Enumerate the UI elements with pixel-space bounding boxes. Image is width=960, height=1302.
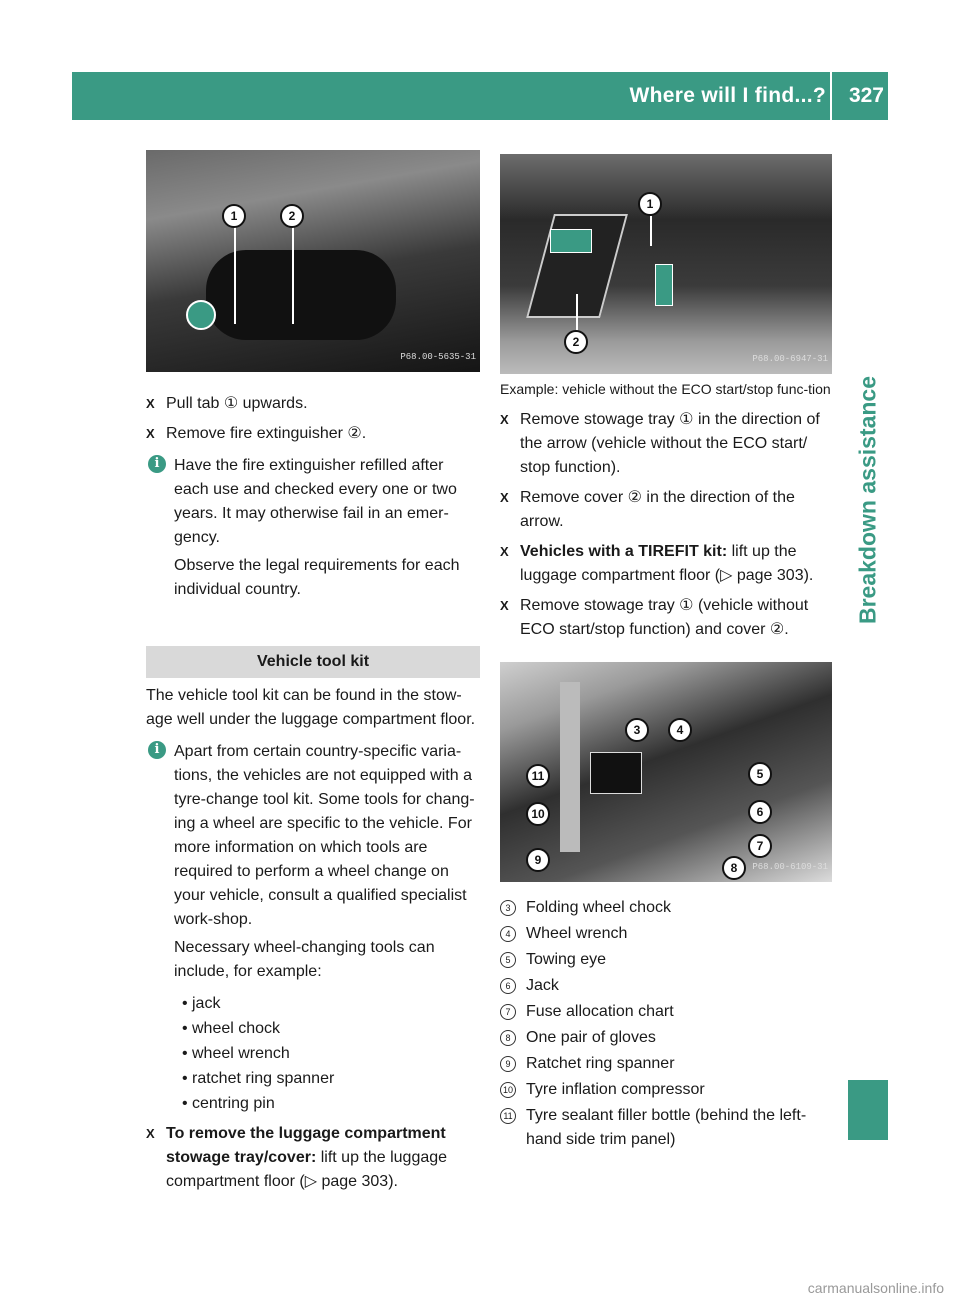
legend-item bbox=[500, 1078, 834, 1102]
step-remove-extinguisher: X Remove fire extinguisher ②. bbox=[146, 422, 480, 446]
legend-text: Tyre sealant filler bottle (behind the left-hand side trim panel) bbox=[526, 1107, 807, 1148]
step-bold: To remove the luggage compartment stowage tray/cover: bbox=[166, 1125, 446, 1166]
list-item: • wheel wrench bbox=[146, 1042, 480, 1066]
info-text-2: Observe the legal requirements for each individual country. bbox=[174, 557, 460, 598]
info-text: Apart from certain country-specific varia-tions, the vehicles are not equipped with a tyre-change tool kit. Some tools for chang-ing a wheel are specific to the vehicle. For more information on which tools are required to perform a wheel change on your vehicle, consult a qualified specialist work-shop. bbox=[174, 743, 475, 928]
legend-number: 10 bbox=[500, 1082, 516, 1098]
legend-text: Jack bbox=[526, 977, 559, 994]
photo-caption: Example: vehicle without the ECO start/stop func-tion bbox=[500, 381, 831, 397]
arrow-icon bbox=[550, 229, 592, 253]
legend-number: 8 bbox=[500, 1030, 516, 1046]
legend-item bbox=[500, 948, 834, 972]
info-icon: i bbox=[148, 741, 166, 759]
arrow-icon bbox=[186, 300, 216, 330]
trim-panel-shape bbox=[560, 682, 580, 852]
legend-number: 6 bbox=[500, 978, 516, 994]
info-note-extinguisher bbox=[146, 454, 480, 602]
legend-number: 4 bbox=[500, 926, 516, 942]
callout-2: 2 bbox=[280, 204, 304, 228]
callout-9: 9 bbox=[526, 848, 550, 872]
step-text: Remove stowage tray ① in the direction of the arrow (vehicle without the ECO start/ stop function). bbox=[520, 411, 820, 476]
compressor-shape bbox=[590, 752, 642, 794]
legend-item bbox=[500, 1052, 834, 1076]
list-item: • jack bbox=[146, 992, 480, 1016]
callout-1: 1 bbox=[222, 204, 246, 228]
callout-5: 5 bbox=[748, 762, 772, 786]
header-separator bbox=[830, 72, 832, 120]
step-text: lift up the luggage compartment floor (▷ page 303). bbox=[166, 1149, 448, 1190]
legend-item bbox=[500, 1104, 834, 1152]
callout-7: 7 bbox=[748, 834, 772, 858]
info-note-tool-kit bbox=[146, 740, 480, 984]
leader-line-2 bbox=[292, 224, 294, 324]
side-tab-label: Breakdown assistance bbox=[854, 375, 881, 625]
info-text: Have the fire extinguisher refilled after each use and checked every one or two years. It may otherwise fail in an emer-gency. bbox=[174, 457, 457, 546]
legend-text: Tyre inflation compressor bbox=[526, 1081, 705, 1098]
callout-1: 1 bbox=[638, 192, 662, 216]
legend-number: 11 bbox=[500, 1108, 516, 1124]
step-remove-stowage-tray bbox=[500, 408, 834, 480]
legend-number: 7 bbox=[500, 1004, 516, 1020]
leader-line-1 bbox=[234, 224, 236, 324]
legend-text: Towing eye bbox=[526, 951, 607, 968]
page-number: 327 bbox=[848, 84, 884, 107]
page-header bbox=[72, 72, 888, 120]
tool-legend bbox=[500, 896, 834, 1152]
step-tirefit bbox=[500, 540, 834, 588]
callout-3: 3 bbox=[625, 718, 649, 742]
callout-6: 6 bbox=[748, 800, 772, 824]
tool-kit-intro: The vehicle tool kit can be found in the stow-age well under the luggage compartment floor. bbox=[146, 687, 476, 728]
callout-8: 8 bbox=[722, 856, 746, 880]
legend-item bbox=[500, 922, 834, 946]
photo-ref: P68.00-6947-31 bbox=[752, 354, 828, 364]
step-bold: Vehicles with a TIREFIT kit: bbox=[520, 543, 728, 560]
photo-ref: P68.00-5635-31 bbox=[400, 352, 476, 362]
legend-number: 5 bbox=[500, 952, 516, 968]
legend-item bbox=[500, 1026, 834, 1050]
photo-ref: P68.00-6109-31 bbox=[752, 862, 828, 872]
legend-text: Folding wheel chock bbox=[526, 899, 671, 916]
section-title: Vehicle tool kit bbox=[146, 646, 480, 678]
info-icon: i bbox=[148, 455, 166, 473]
watermark: carmanualsonline.info bbox=[807, 1280, 944, 1296]
list-item: • centring pin bbox=[146, 1092, 480, 1116]
tool-list bbox=[146, 992, 480, 1116]
step-remove-cover bbox=[500, 486, 834, 534]
callout-11: 11 bbox=[526, 764, 550, 788]
legend-text: Wheel wrench bbox=[526, 925, 628, 942]
fire-extinguisher-photo bbox=[146, 150, 480, 372]
callout-2: 2 bbox=[564, 330, 588, 354]
arrow-up-icon bbox=[655, 264, 673, 306]
luggage-tray-photo bbox=[500, 154, 832, 374]
left-column bbox=[146, 150, 480, 1200]
callout-4: 4 bbox=[668, 718, 692, 742]
callout-10: 10 bbox=[526, 802, 550, 826]
legend-text: One pair of gloves bbox=[526, 1029, 656, 1046]
step-pull-tab: X Pull tab ① upwards. bbox=[146, 392, 480, 416]
tool-kit-photo bbox=[500, 662, 832, 882]
list-item: • ratchet ring spanner bbox=[146, 1067, 480, 1091]
legend-number: 3 bbox=[500, 900, 516, 916]
step-text: lift up the luggage compartment floor (▷ page 303). bbox=[520, 543, 814, 584]
list-item: • wheel chock bbox=[146, 1017, 480, 1041]
legend-text: Ratchet ring spanner bbox=[526, 1055, 675, 1072]
legend-item bbox=[500, 974, 834, 998]
step-text: Remove stowage tray ① (vehicle without ECO start/stop function) and cover ②. bbox=[520, 597, 809, 638]
step-remove-tray bbox=[146, 1122, 480, 1194]
header-title: Where will I find...? bbox=[629, 84, 826, 107]
legend-text: Fuse allocation chart bbox=[526, 1003, 674, 1020]
legend-number: 9 bbox=[500, 1056, 516, 1072]
side-tab bbox=[848, 310, 888, 690]
legend-item bbox=[500, 896, 834, 920]
right-column bbox=[500, 154, 834, 1154]
step-text: Remove cover ② in the direction of the arrow. bbox=[520, 489, 795, 530]
step-remove-tray-cover bbox=[500, 594, 834, 642]
side-tab-marker bbox=[848, 1080, 888, 1140]
legend-item bbox=[500, 1000, 834, 1024]
leader-line-1 bbox=[650, 216, 652, 246]
info-text-2: Necessary wheel-changing tools can include, for example: bbox=[174, 939, 435, 980]
leader-line-2 bbox=[576, 294, 578, 330]
